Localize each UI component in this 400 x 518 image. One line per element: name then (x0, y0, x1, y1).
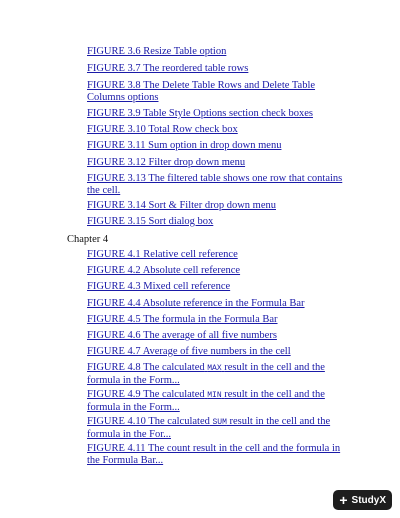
figure-link-4-11[interactable]: FIGURE 4.11 The count result in the cell and the formula in the Formula Bar... (87, 443, 341, 466)
figure-link-3-14[interactable]: FIGURE 3.14 Sort & Filter drop down menu (87, 200, 276, 211)
figure-link-4-10[interactable] (87, 416, 352, 440)
brand-name: StudyX (351, 494, 386, 506)
figure-4-8-suffix: result in the cell and the formula in the Form... (87, 362, 325, 386)
figure-link-4-1[interactable]: FIGURE 4.1 Relative cell reference (87, 249, 238, 260)
figure-4-8-function: MAX (207, 364, 222, 373)
figure-link-3-8[interactable]: FIGURE 3.8 The Delete Table Rows and Delete Table Columns options (87, 80, 316, 103)
figure-4-9-function: MIN (207, 391, 222, 400)
chapter-heading: Chapter 4 (67, 234, 109, 245)
figure-link-4-6[interactable]: FIGURE 4.6 The average of all five numbers (87, 330, 277, 341)
figure-link-4-5[interactable]: FIGURE 4.5 The formula in the Formula Bar (87, 314, 278, 325)
figure-link-3-6[interactable]: FIGURE 3.6 Resize Table option (87, 46, 227, 57)
figure-link-4-3[interactable]: FIGURE 4.3 Mixed cell reference (87, 281, 231, 292)
studyx-badge[interactable] (333, 490, 392, 510)
figure-4-10-prefix: FIGURE 4.10 The calculated (87, 416, 210, 427)
figure-4-10-suffix: result in the cell and the formula in the For... (87, 416, 331, 440)
figure-link-4-4[interactable]: FIGURE 4.4 Absolute reference in the Formula Bar (87, 298, 305, 309)
figure-link-3-11[interactable]: FIGURE 3.11 Sum option in drop down menu (87, 140, 282, 151)
plus-icon: + (339, 492, 348, 508)
figure-4-10-function: SUM (212, 418, 227, 427)
figure-link-3-12[interactable]: FIGURE 3.12 Filter drop down menu (87, 157, 246, 168)
figure-link-3-10[interactable]: FIGURE 3.10 Total Row check box (87, 124, 238, 135)
figure-link-3-9[interactable]: FIGURE 3.9 Table Style Options section check boxes (87, 108, 313, 119)
figure-link-3-15[interactable]: FIGURE 3.15 Sort dialog box (87, 216, 214, 227)
figure-link-4-7[interactable]: FIGURE 4.7 Average of five numbers in the cell (87, 346, 291, 357)
figure-4-9-suffix: result in the cell and the formula in the Form... (87, 389, 325, 413)
figure-link-3-13[interactable]: FIGURE 3.13 The filtered table shows one row that contains the cell. (87, 173, 343, 196)
figure-link-3-7[interactable]: FIGURE 3.7 The reordered table rows (87, 63, 249, 74)
figure-link-4-8[interactable] (87, 362, 352, 386)
figure-4-8-prefix: FIGURE 4.8 The calculated (87, 362, 205, 373)
figure-4-9-prefix: FIGURE 4.9 The calculated (87, 389, 205, 400)
figure-link-4-2[interactable]: FIGURE 4.2 Absolute cell reference (87, 265, 241, 276)
figure-link-4-9[interactable] (87, 389, 352, 413)
